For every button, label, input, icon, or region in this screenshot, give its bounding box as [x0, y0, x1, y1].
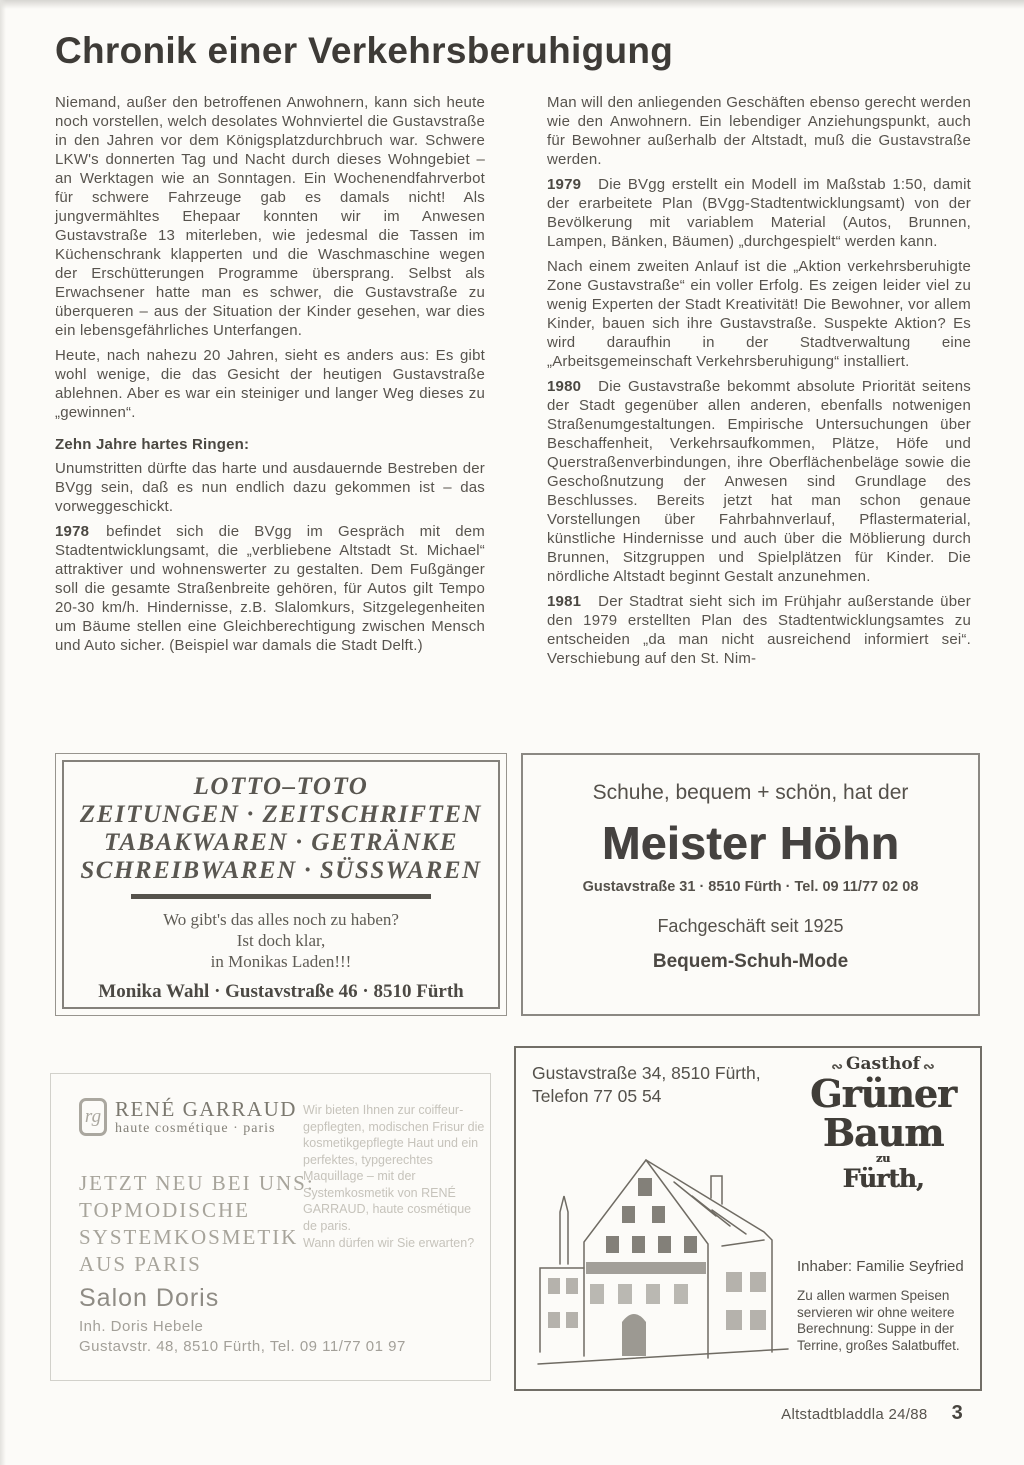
scan-edge-top	[0, 0, 1024, 9]
article-paragraph-year	[55, 522, 485, 655]
year-text: Der Stadtrat sieht sich im Frühjahr außerstande über den 1979 erstellten Plan des Stadtentwicklungsamtes zu entscheiden „da man nicht ausreichend informiert sei“. Verschiebung auf den St. Nim-	[547, 593, 971, 667]
gasthof-name-line1: Grüner	[810, 1071, 956, 1116]
ad-address-line: Telefon 77 05 54	[532, 1086, 662, 1106]
ad-product-lines	[64, 773, 498, 885]
ad-since: Fachgeschäft seit 1925	[657, 916, 844, 936]
ad-promo-line: TOPMODISCHE	[79, 1198, 250, 1222]
year-label: 1979	[547, 176, 582, 193]
ad-monika-wahl-frame	[62, 760, 500, 1009]
article-paragraph-year	[547, 592, 971, 668]
ad-product-line: SCHREIBWAREN · SÜSSWAREN	[80, 857, 482, 884]
ad-slogan: Bequem-Schuh-Mode	[652, 951, 849, 972]
ad-shop-name: Meister Höhn	[601, 817, 900, 869]
swash-left-icon: ∾	[831, 1059, 844, 1075]
ad-product-line: ZEITUNGEN · ZEITSCHRIFTEN	[79, 801, 483, 828]
ad-promo-block	[79, 1170, 315, 1278]
year-label: 1981	[547, 593, 582, 610]
ad-product-line: TABAKWAREN · GETRÄNKE	[103, 829, 459, 856]
ad-salon-doris	[50, 1073, 491, 1381]
year-text: Die BVgg erstellt ein Modell im Maßstab 1:50, damit der erarbeitete Plan (BVgg-Stadtentwicklungsamt) von der Bevölkerung mit variablem Material (Autos, Brunnen, Lampen, Bänken, Bäumen) „durchgespielt“ werden kann.	[547, 176, 971, 250]
gasthof-zu: zu	[875, 1152, 891, 1165]
article-paragraph: Man will den anliegenden Geschäften ebenso gerecht werden wie den Anwohnern. Ein lebendiger Anziehungspunkt, auch für Bewohner außerhalb der Altstadt, muß die Gustavstraße werden.	[547, 94, 971, 168]
article-column-left	[55, 93, 485, 661]
ad-monika-wahl	[55, 753, 507, 1016]
salon-owner: Inh. Doris Hebele	[79, 1318, 204, 1335]
salon-name: Salon Doris	[79, 1284, 220, 1312]
ad-body-text: Wir bieten Ihnen zur coiffeur-gepflegten, modischen Frisur die kosmetikgepflegte Haut und ein perfektes, typgerechtes Maquillage – mit der Systemkosmetik von RENÉ GARRAUD, haute cosmétique de paris.	[303, 1103, 485, 1233]
ad-product-line: LOTTO–TOTO	[193, 773, 369, 800]
ad-slogan	[64, 909, 498, 972]
article-paragraph: Nach einem zweiten Anlauf ist die „Aktion verkehrsberuhigte Zone Gustavstraße“ ein voller Erfolg. Es zeigen leider viel zu wenig Experten der Stadt Kreativität! Die Bewohner, vor allem Kinder, bauen sich ihre Gustavstraße. Suspekte Aktion? Es wird daraufhin in der Stadtverwaltung eine „Arbeitsgemeinschaft Verkehrsberuhigung“ installiert.	[547, 258, 971, 370]
gasthof-name-line2: Baum	[822, 1110, 944, 1155]
article-paragraph-year	[547, 175, 971, 251]
page-title: Chronik einer Verkehrsberuhigung	[55, 30, 674, 71]
ad-promo-line: SYSTEMKOSMETIK	[79, 1225, 299, 1249]
year-label: 1980	[547, 378, 582, 395]
ad-question: Wann dürfen wir Sie erwarten?	[303, 1236, 475, 1250]
ad-address	[532, 1062, 761, 1108]
brand-subtitle: haute cosmétique · paris	[115, 1121, 276, 1136]
footer-page-number: 3	[951, 1402, 963, 1424]
ad-meister-hoehn	[521, 753, 980, 1016]
ad-promo-line: AUS PARIS	[79, 1252, 202, 1276]
gasthof-building-illustration	[526, 1144, 798, 1389]
ad-promo-line: JETZT NEU BEI UNS:	[79, 1171, 315, 1195]
scan-edge-left	[0, 0, 6, 1465]
ad-address: Gustavstraße 31 · 8510 Fürth · Tel. 09 11/77 02 08	[582, 879, 919, 895]
gasthof-city: Fürth,	[842, 1164, 924, 1193]
year-text: befindet sich die BVgg im Gespräch mit dem Stadtentwicklungsamt, die „verbliebene Altstadt St. Michael“ attraktiver und wohnenswerter zu gestalten. Dem Fußgänger soll die gesamte Straßenbreite gehören, für Autos gilt Tempo 20-30 km/h. Hindernisse, z.B. Slalomkurs, Sitzgelegenheiten um Bäume stellen eine Gleichberechtigung zwischen Mensch und Auto sicher. (Beispiel war damals die Stadt Delft.)	[55, 523, 485, 654]
footer-issue: Altstadtbladdla 24/88	[781, 1406, 928, 1423]
year-text: Die Gustavstraße bekommt absolute Priorität seitens der Stadt gegenüber allen anderen, ebenfalls notwenigen Straßenumgestaltungen. Empirische Untersuchungen über Beschaffenheit, Verkehrsaufkommen, Plätze, Höfe und Querstraßenverbindungen, ihre Oberflächenbeläge sowie die Geschoßnutzung der Anwesen sind Grundlage des Beschlusses. Bereits jetzt hat man schon genaue Vorstellungen über Fahrbahnverlauf, Pflastermaterial, künstliche Hindernisse und auch über die Möblierung durch Brunnen, Sitzgruppen und Spielplätzen für Kinder. Die nördliche Altstadt beginnt Gestalt anzunehmen.	[547, 378, 971, 585]
swash-right-icon: ∾	[922, 1059, 935, 1075]
ad-gasthof-gruener-baum	[514, 1046, 982, 1391]
article-column-right	[547, 93, 971, 674]
rene-garraud-logo	[79, 1098, 297, 1137]
article-paragraph: Niemand, außer den betroffenen Anwohnern, kann sich heute noch vorstellen, welch desolates Wohnviertel die Gustavstraße in den Jahren vor dem Königsplatzdurchbruch war. Schwere LKW's donnerten Tag und Nacht durch dieses Wohngebiet – an Werktagen wie an Sonntagen. Ein Wochenendfahrverbot für schwere Fahrzeuge gab es damals nicht! Als jungvermähltes Ehepaar konnten wir im Anwesen Gustavstraße 13 miterleben, wie jedesmal die Tassen im Küchenschrank klapperten und die Waschmaschine wegen der Erschütterungen Programme übersprang. Selbst als Erwachsener hatte man es schwer, die Gustavstraße zu überqueren – aus der Situation der Kinder gesehen, war dies ein lebensgefährliches Unterfangen.	[55, 94, 485, 339]
ad-address: Monika Wahl · Gustavstraße 46 · 8510 Fürth	[98, 981, 464, 1002]
ad-slogan-line: Wo gibt's das alles noch zu haben?	[163, 910, 399, 929]
ad-slogan-line: Ist doch klar,	[236, 931, 326, 950]
article-paragraph-year	[547, 377, 971, 586]
article-paragraph: Unumstritten dürfte das harte und ausdauernde Bestreben der BVgg sein, daß es nun endlich dazu gekommen ist – das vorweggeschickt.	[55, 460, 485, 515]
ad-tagline: Schuhe, bequem + schön, hat der	[592, 781, 909, 804]
brand-name: RENÉ GARRAUD	[115, 1097, 297, 1121]
year-label: 1978	[55, 523, 90, 540]
page-footer	[0, 1402, 963, 1425]
gasthof-owner: Inhaber: Familie Seyfried	[797, 1258, 964, 1275]
divider-rule	[131, 894, 431, 899]
rene-garraud-monogram-icon: rg	[79, 1098, 107, 1136]
ad-address-line: Gustavstraße 34, 8510 Fürth,	[532, 1063, 761, 1083]
gasthof-offer-text: Zu allen warmen Speisen servieren wir ohne weitere Berechnung: Suppe in der Terrine, großes Salatbuffet.	[797, 1288, 960, 1353]
gasthof-logo	[794, 1054, 972, 1192]
salon-address: Gustavstr. 48, 8510 Fürth, Tel. 09 11/77 01 97	[79, 1338, 406, 1355]
article-paragraph: Heute, nach nahezu 20 Jahren, sieht es anders aus: Es gibt wohl wenige, die das Gesicht der heutigen Gustavstraße ablehnen. Aber es war ein steiniger und langer Weg dieses zu „gewinnen“.	[55, 347, 485, 421]
ad-slogan-line: in Monikas Laden!!!	[210, 952, 352, 971]
section-heading: Zehn Jahre hartes Ringen:	[55, 436, 250, 453]
gasthof-word: Gasthof	[846, 1054, 920, 1074]
rene-garraud-wordmark	[115, 1098, 297, 1137]
